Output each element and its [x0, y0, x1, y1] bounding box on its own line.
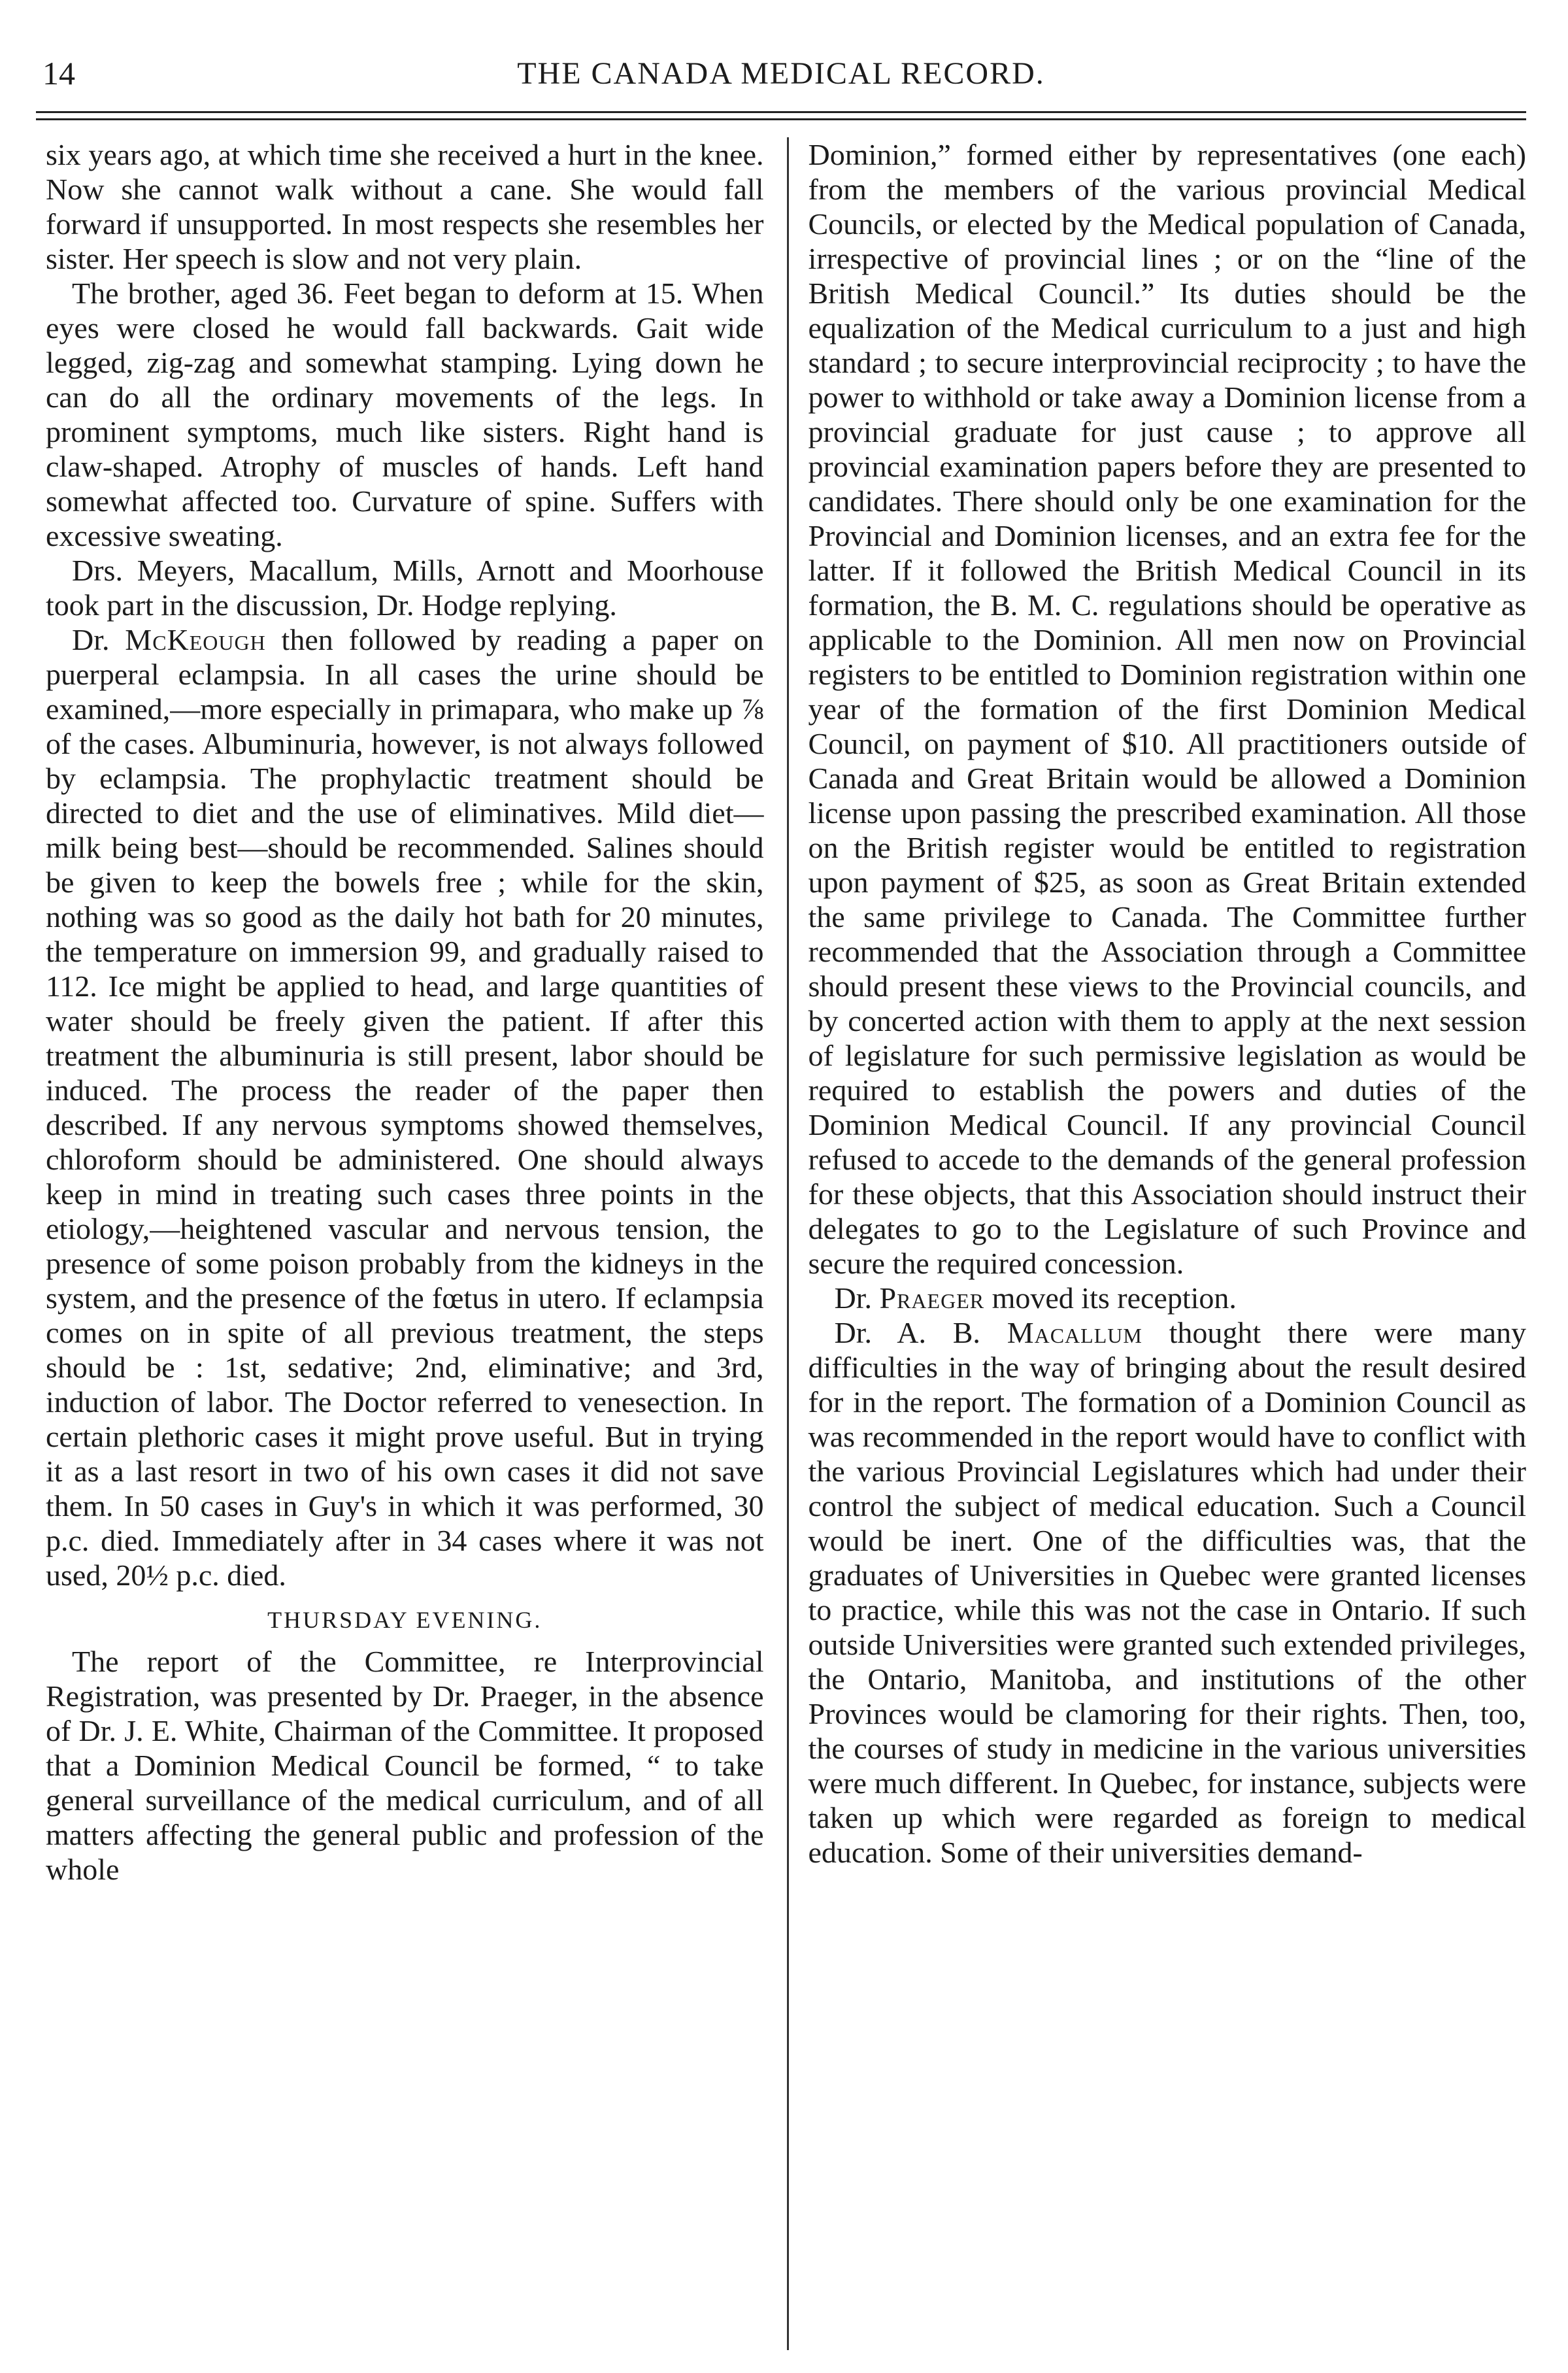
speaker-name: Praeger [879, 1281, 985, 1315]
journal-page [36, 36, 1526, 2350]
right-column [789, 137, 1527, 2350]
paragraph: six years ago, at which time she received a hurt in the knee. Now she cannot walk without a cane. She would fall forward if unsupported. In most respects she resembles her sister. Her speech is slow and not very plain. [46, 138, 764, 275]
journal-title: THE CANADA MEDICAL RECORD. [517, 56, 1045, 91]
paragraph-lead: Dr. A. B. [834, 1316, 1007, 1349]
paragraph: Drs. Meyers, Macallum, Mills, Arnott and Moorhouse took part in the discussion, Dr. Hodge replying. [46, 554, 764, 622]
paragraph: The report of the Committee, re Interprovincial Registration, was presented by Dr. Praeger, in the absence of Dr. J. E. White, Chairman of the Committee. It proposed that a Dominion Medical Council be formed, “ to take general surveillance of the medical curriculum, and of all matters affecting the general public and profession of the whole [46, 1645, 764, 1886]
paragraph-text: moved its reception. [984, 1281, 1237, 1315]
text-columns [36, 137, 1526, 2350]
paragraph-lead: Dr. [72, 623, 125, 656]
paragraph-lead: Dr. [834, 1281, 880, 1315]
section-heading: THURSDAY EVENING. [267, 1607, 542, 1633]
speaker-name: Macallum [1007, 1316, 1143, 1349]
paragraph [809, 1281, 1527, 1315]
paragraph-text: thought there were many difficulties in the way of bringing about the result desired for in the report. The formation of a Dominion Council as was recommended in the report would have to conflict with the various Provincial Legislatures which had under their control the subject of medical education. Such a Council would be inert. One of the difficulties was, that the graduates of Universities in Quebec were granted licenses to practice, while this was not the case in Ontario. If such outside Universities were granted such extended privileges, the Ontario, Manitoba, and institutions of the other Provinces would be clamoring for their rights. Then, too, the courses of study in medicine in the various universities were much different. In Quebec, for instance, subjects were taken up which were regarded as foreign to medical education. Some of their universities demand- [808, 1316, 1526, 1869]
page-header [36, 36, 1526, 114]
page-number: 14 [42, 55, 75, 92]
paragraph [809, 1315, 1527, 1870]
paragraph: The brother, aged 36. Feet began to deform at 15. When eyes were closed he would fall backwards. Gait wide legged, zig-zag and somewhat stamping. Lying down he can do all the ordinary movements of the legs. In prominent symptoms, much like sisters. Right hand is claw-shaped. Atrophy of muscles of hands. Left hand somewhat affected too. Curvature of spine. Suffers with excessive sweating. [46, 277, 764, 552]
paragraph [46, 622, 764, 1592]
header-double-rule [36, 111, 1526, 120]
left-column [36, 137, 764, 2350]
paragraph: Dominion,” formed either by representatives (one each) from the members of the various provincial Medical Councils, or elected by the Medical population of Canada, irrespective of provincial lines ; or on the “line of the British Medical Council.” Its duties should be the equalization of the Medical curriculum to a just and high standard ; to secure interprovincial reciprocity ; to have the power to withhold or take away a Dominion license from a provincial graduate for just cause ; to approve all provincial examination papers before they are presented to candidates. There should only be one examination for the Provincial and Dominion licenses, and an extra fee for the latter. If it followed the British Medical Council in its formation, the B. M. C. regulations should be operative as applicable to the Dominion. All men now on Provincial registers to be entitled to Dominion registration within one year of the formation of the first Dominion Medical Council, on payment of $10. All practitioners outside of Canada and Great Britain would be allowed a Dominion license upon passing the prescribed examination. All those on the British register would be entitled to registration upon payment of $25, as soon as Great Britain extended the same privilege to Canada. The Committee further recommended that the Association through a Committee should present these views to the Provincial councils, and by concerted action with them to apply at the next session of legislature for such permissive legislation as would be required to establish the powers and duties of the Dominion Medical Council. If any provincial Council refused to accede to the demands of the general profession for these objects, that this Association should instruct their delegates to go to the Legislature of such Province and secure the required concession. [808, 138, 1526, 1280]
paragraph-text: then followed by reading a paper on puerperal eclampsia. In all cases the urine should be examined,—more especially in primapara, who make up ⅞ of the cases. Albuminuria, however, is not always followed by eclampsia. The prophylactic treatment should be directed to diet and the use of eliminatives. Mild diet—milk being best—should be recommended. Salines should be given to keep the bowels free ; while for the skin, nothing was so good as the daily hot bath for 20 minutes, the temperature on immersion 99, and gradually raised to 112. Ice might be applied to head, and large quantities of water should be freely given the patient. If after this treatment the albuminuria is still present, labor should be induced. The process the reader of the paper then described. If any nervous symptoms showed themselves, chloroform should be administered. One should always keep in mind in treating such cases three points in the etiology,—heightened vascular and nervous tension, the presence of some poison probably from the kidneys in the system, and the presence of the fœtus in utero. If eclampsia comes on in spite of all previous treatment, the steps should be : 1st, sedative; 2nd, eliminative; and 3rd, induction of labor. The Doctor referred to venesection. In certain plethoric cases it might prove useful. But in trying it as a last resort in two of his own cases it did not save them. In 50 cases in Guy's in which it was performed, 30 p.c. died. Immediately after in 34 cases where it was not used, 20½ p.c. died. [46, 623, 764, 1592]
speaker-name: McKeough [125, 623, 266, 656]
